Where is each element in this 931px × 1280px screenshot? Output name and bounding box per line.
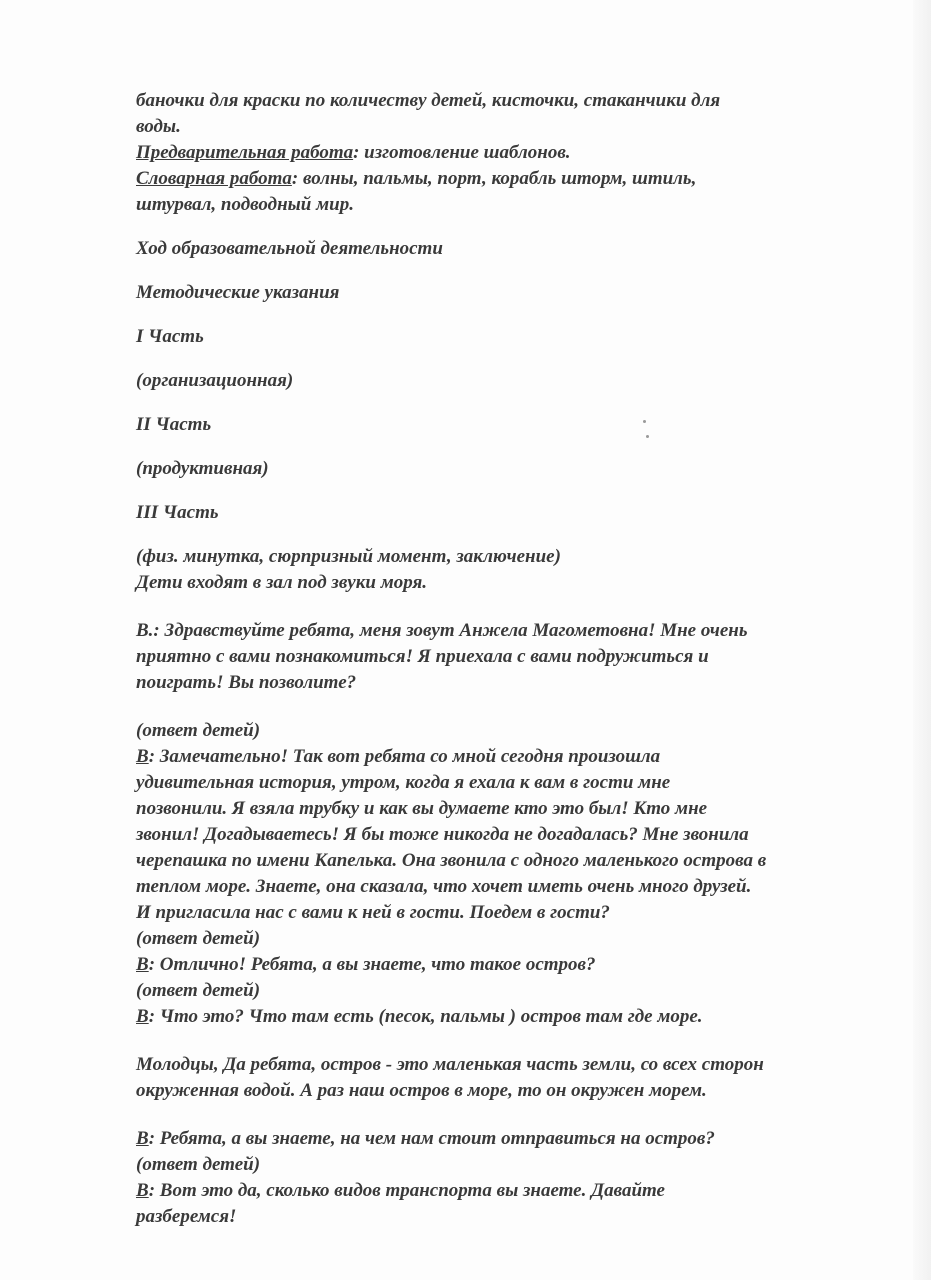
dialog-text: : Вот это да, сколько видов транспорта вы знаете. Давайте xyxy=(148,1180,665,1201)
dialog-line: Молодцы, Да ребята, остров - это маленькая часть земли, со всех сторон xyxy=(136,1054,764,1075)
children-answer: (ответ детей) xyxy=(136,980,261,1001)
section-heading: Ход образовательной деятельности xyxy=(136,238,443,259)
text-line: воды. xyxy=(136,116,181,137)
part-heading: III Часть xyxy=(136,502,219,523)
dialog-line: окруженная водой. А раз наш остров в море, то он окружен морем. xyxy=(136,1080,707,1101)
dialog-line: разберемся! xyxy=(136,1206,237,1227)
children-answer: (ответ детей) xyxy=(136,720,261,741)
dialog-line: позвонили. Я взяла трубку и как вы думаете кто это был! Кто мне xyxy=(136,798,708,819)
dialog-line: поиграть! Вы позволите? xyxy=(136,672,357,693)
part-heading: II Часть xyxy=(136,414,212,435)
dialog-line xyxy=(136,952,852,978)
children-answer: (ответ детей) xyxy=(136,1154,261,1175)
children-answer: (ответ детей) xyxy=(136,928,261,949)
vocabulary-work-label: Словарная работа xyxy=(136,168,292,189)
speaker-label: В xyxy=(136,954,149,975)
dialog-line: теплом море. Знаете, она сказала, что хочет иметь очень много друзей. xyxy=(136,876,752,897)
dialog-line: удивительная история, утром, когда я ехала к вам в гости мне xyxy=(136,772,671,793)
dialog-line xyxy=(136,1004,852,1030)
vocabulary-work-text: : волны, пальмы, порт, корабль шторм, штиль, xyxy=(291,168,697,189)
section-heading: Методические указания xyxy=(136,282,340,303)
page-edge-shadow xyxy=(913,0,931,1280)
part-subtitle: (организационная) xyxy=(136,370,294,391)
dialog-text: : Замечательно! Так вот ребята со мной сегодня произошла xyxy=(148,746,661,767)
dialog-line: приятно с вами познакомиться! Я приехала с вами подружиться и xyxy=(136,646,709,667)
part-subtitle: (продуктивная) xyxy=(136,458,269,479)
dialog-text: : Ребята, а вы знаете, на чем нам стоит отправиться на остров? xyxy=(148,1128,715,1149)
part-heading: I Часть xyxy=(136,326,204,347)
preparatory-work-label: Предварительная работа xyxy=(136,142,354,163)
speaker-label: В xyxy=(136,1006,149,1027)
preparatory-work-line xyxy=(136,140,852,166)
preparatory-work-text: : изготовление шаблонов. xyxy=(353,142,571,163)
dialog-line xyxy=(136,1126,852,1152)
document-text xyxy=(136,88,852,1230)
text-line: штурвал, подводный мир. xyxy=(136,194,354,215)
vocabulary-work-line xyxy=(136,166,852,192)
dialog-line xyxy=(136,744,852,770)
dialog-line: черепашка по имени Капелька. Она звонила с одного маленького острова в xyxy=(136,850,767,871)
text-line: баночки для краски по количеству детей, кисточки, стаканчики для xyxy=(136,90,721,111)
part-subtitle: (физ. минутка, сюрпризный момент, заключение) xyxy=(136,546,561,567)
dialog-line xyxy=(136,1178,852,1204)
text-line: Дети входят в зал под звуки моря. xyxy=(136,572,427,593)
dialog-line: звонил! Догадываетесь! Я бы тоже никогда не догадалась? Мне звонила xyxy=(136,824,749,845)
dialog-text: : Отлично! Ребята, а вы знаете, что такое остров? xyxy=(148,954,596,975)
speaker-label: В xyxy=(136,746,149,767)
dialog-line: В.: Здравствуйте ребята, меня зовут Анжела Магометовна! Мне очень xyxy=(136,620,748,641)
speaker-label: В xyxy=(136,1180,149,1201)
speaker-label: В xyxy=(136,1128,149,1149)
dialog-text: : Что это? Что там есть (песок, пальмы ) остров там где море. xyxy=(148,1006,703,1027)
dialog-line: И пригласила нас с вами к ней в гости. Поедем в гости? xyxy=(136,902,610,923)
